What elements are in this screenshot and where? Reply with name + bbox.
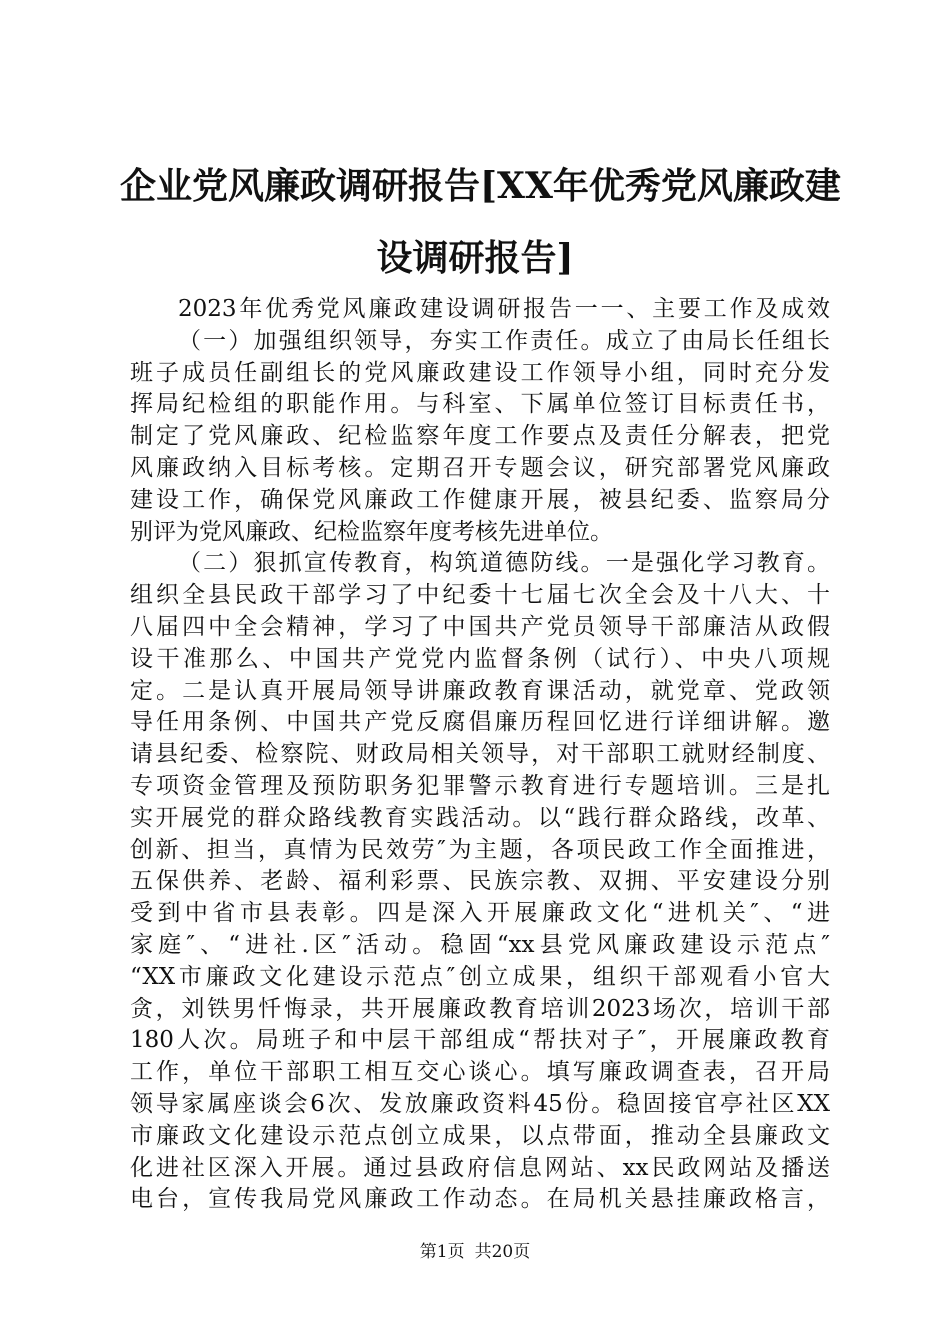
paragraph-line: 2023年优秀党风廉政建设调研报告一一、主要工作及成效 — [178, 296, 830, 322]
paragraph-line: 实开展党的群众路线教育实践活动。以“践行群众路线，改革、 — [130, 804, 830, 831]
paragraph-line: “XX市廉政文化建设示范点″创立成果，组织干部观看小官大 — [130, 963, 830, 990]
paragraph-line: 180人次。局班子和中层干部组成“帮扶对子″，开展廉政教育 — [130, 1027, 830, 1054]
paragraph-line: 制定了党风廉政、纪检监察年度工作要点及责任分解表，把党 — [130, 423, 830, 450]
paragraph-line: 组织全县民政干部学习了中纪委十七届七次全会及十八大、十 — [130, 582, 830, 609]
paragraph-line: 挥局纪检组的职能作用。与科室、下属单位签订目标责任书， — [130, 391, 830, 418]
paragraph-line: 五保供养、老龄、福利彩票、民族宗教、双拥、平安建设分别 — [130, 868, 830, 895]
paragraph-line: 领导家属座谈会6次、发放廉政资料45份。稳固接官亭社区XX — [130, 1090, 830, 1117]
paragraph-line: 贪，刘铁男忏悔录，共开展廉政教育培训2023场次，培训干部 — [130, 995, 830, 1022]
paragraph-line: 家庭″、“进社.区″活动。稳固“xx县党风廉政建设示范点″ — [130, 931, 830, 958]
page-footer — [0, 1240, 950, 1264]
paragraph-line: 市廉政文化建设示范点创立成果，以点带面，推动全县廉政文 — [130, 1122, 830, 1149]
paragraph-line: 化进社区深入开展。通过县政府信息网站、xx民政网站及播送 — [130, 1154, 830, 1181]
paragraph-line: 风廉政纳入目标考核。定期召开专题会议，研究部署党风廉政 — [130, 454, 830, 481]
paragraph-line: 建设工作，确保党风廉政工作健康开展，被县纪委、监察局分 — [130, 486, 830, 513]
paragraph-line: 请县纪委、检察院、财政局相关领导，对干部职工就财经制度、 — [130, 741, 830, 768]
page-total: 共20页 — [474, 1242, 531, 1262]
paragraph-line: （二）狠抓宣传教育，构筑道德防线。一是强化学习教育。 — [178, 550, 830, 577]
title-line: 企业党风廉政调研报告[XX年优秀党风廉政建 — [120, 165, 841, 207]
paragraph-line: 别评为党风廉政、纪检监察年度考核先进单位。 — [130, 518, 613, 545]
paragraph-line: 创新、担当，真情为民效劳″为主题，各项民政工作全面推进， — [130, 836, 830, 863]
paragraph-line: 受到中省市县表彰。四是深入开展廉政文化“进机关″、“进 — [130, 900, 830, 927]
paragraph-line: 专项资金管理及预防职务犯罪警示教育进行专题培训。三是扎 — [130, 772, 830, 799]
paragraph-line: 定。二是认真开展局领导讲廉政教育课活动，就党章、党政领 — [130, 677, 830, 704]
paragraph-line: 工作，单位干部职工相互交心谈心。填写廉政调查表，召开局 — [130, 1059, 830, 1086]
document-body — [130, 294, 830, 1216]
paragraph-line: 八届四中全会精神，学习了中国共产党员领导干部廉洁从政假 — [130, 613, 830, 640]
document-title — [120, 150, 841, 294]
paragraph-line: 导任用条例、中国共产党反腐倡廉历程回忆进行详细讲解。邀 — [130, 709, 830, 736]
paragraph-line: 班子成员任副组长的党风廉政建设工作领导小组，同时充分发 — [130, 359, 830, 386]
page-number: 第1页 — [419, 1242, 465, 1262]
paragraph-line: （一）加强组织领导，夯实工作责任。成立了由局长任组长 — [178, 327, 830, 354]
paragraph-line: 电台，宣传我局党风廉政工作动态。在局机关悬挂廉政格言， — [130, 1186, 830, 1213]
title-line: 设调研报告] — [376, 237, 574, 279]
paragraph-line: 设干准那么、中国共产党党内监督条例（试行）、中央八项规 — [130, 645, 830, 672]
